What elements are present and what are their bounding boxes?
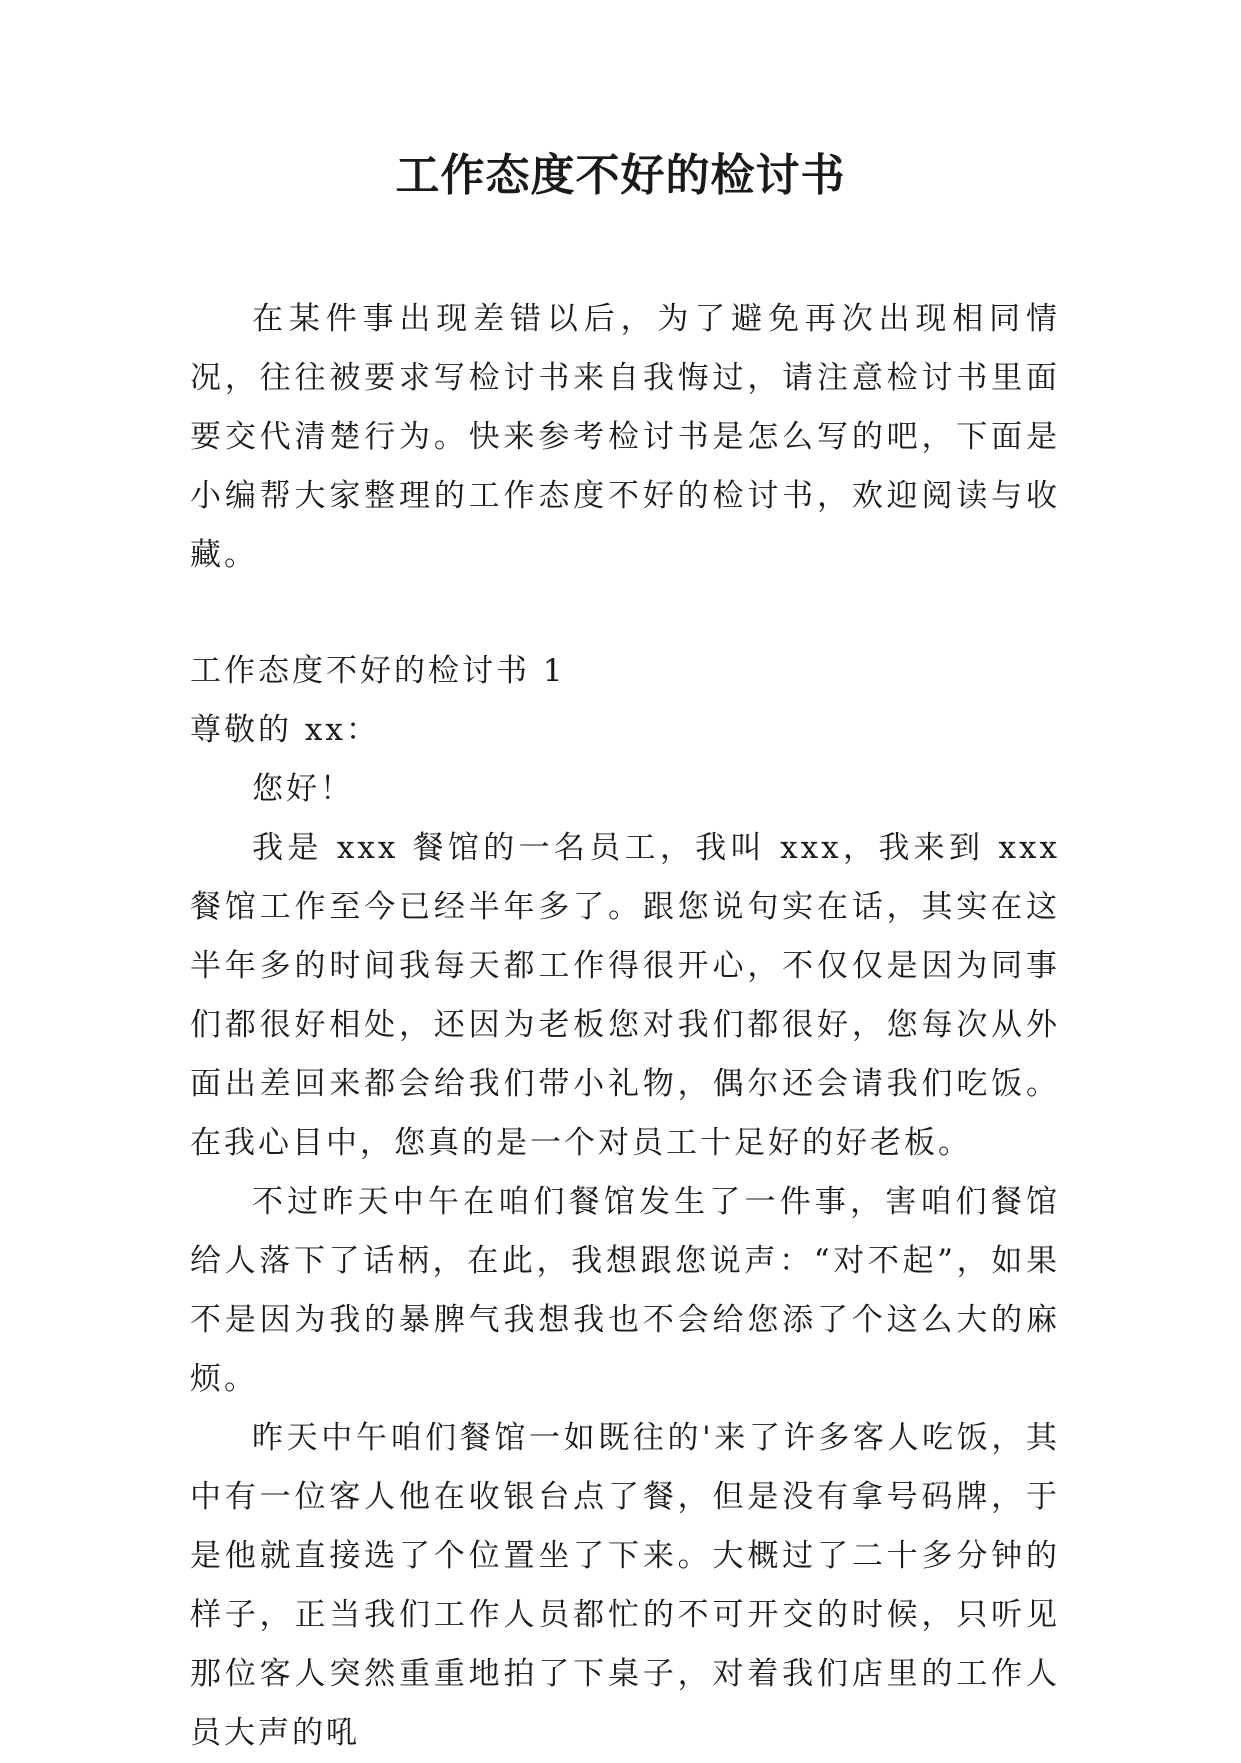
section-heading: 工作态度不好的检讨书 1 [190,653,566,689]
salutation: 尊敬的 xx： [190,712,380,748]
document-title: 工作态度不好的检讨书 [395,150,846,201]
greeting: 您好！ [252,771,354,807]
intro-paragraph: 在某件事出现差错以后，为了避免再次出现相同情况，往往被要求写检讨书来自我悔过，请注意检讨书里面要交代清楚行为。快来参考检讨书是怎么写的吧，下面是小编帮大家整理的工作态度不好的检讨书，欢迎阅读与收藏。 [190,301,1060,573]
body-paragraph: 昨天中午咱们餐馆一如既往的'来了许多客人吃饭，其中有一位客人他在收银台点了餐，但是没有拿号码牌，于是他就直接选了个位置坐了下来。大概过了二十多分钟的样子，正当我们工作人员都忙的不可开交的时候，只听见那位客人突然重重地拍了下桌子，对着我们店里的工作人员大声的吼 [190,1420,1060,1751]
body-paragraph: 我是 xxx 餐馆的一名员工，我叫 xxx，我来到 xxx 餐馆工作至今已经半年多了。跟您说句实在话，其实在这半年多的时间我每天都工作得很开心，不仅仅是因为同事们都很好相处，还因为老板您对我们都很好，您每次从外面出差回来都会给我们带小礼物，偶尔还会请我们吃饭。在我心目中，您真的是一个对员工十足好的好老板。 [190,830,1060,1161]
body-paragraph: 不过昨天中午在咱们餐馆发生了一件事，害咱们餐馆给人落下了话柄，在此，我想跟您说声：“对不起”，如果不是因为我的暴脾气我想我也不会给您添了个这么大的麻烦。 [190,1184,1060,1397]
paragraph-spacer [190,585,1060,642]
document-body [190,290,1060,1763]
